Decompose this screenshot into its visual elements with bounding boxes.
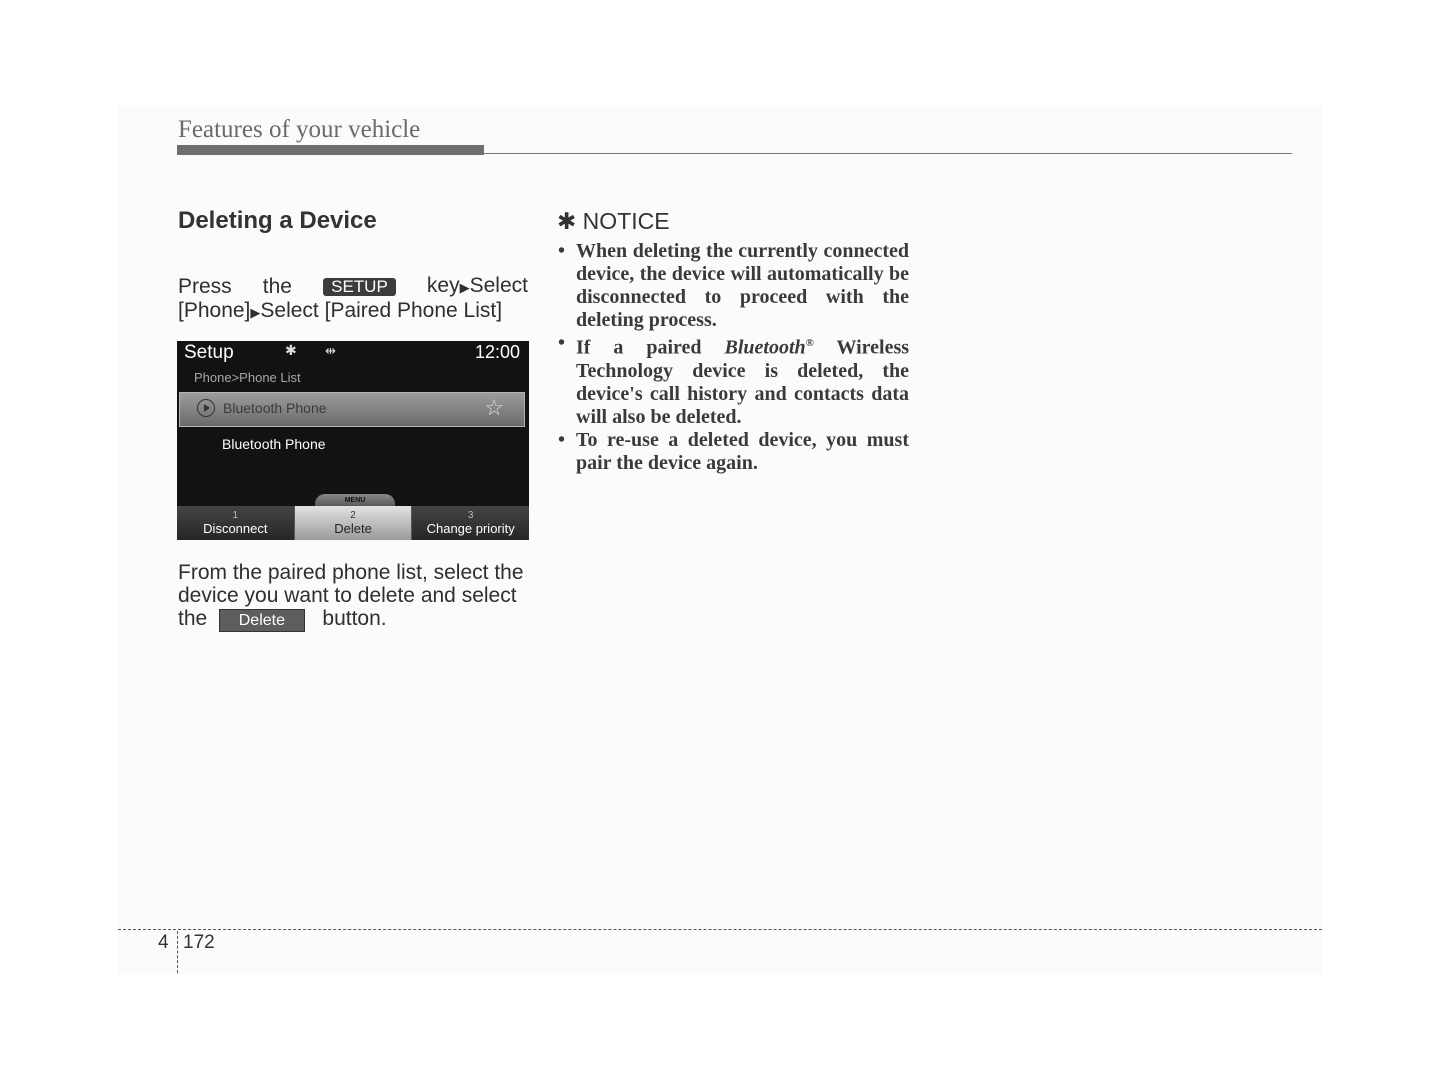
triangle-right-icon: ▶: [459, 280, 470, 295]
button-number: 1: [232, 510, 239, 521]
menu-tab[interactable]: MENU: [315, 494, 395, 506]
section-heading: Deleting a Device: [178, 207, 377, 234]
chapter-number: 4: [158, 932, 169, 953]
notice-heading: ✱ NOTICE: [557, 208, 670, 234]
screen-button-bar: [177, 506, 529, 540]
press-word: Press: [178, 275, 232, 298]
button-label: Disconnect: [203, 521, 268, 536]
button-number: 2: [350, 510, 356, 521]
footer-rule: [118, 929, 1322, 930]
after-line-2: device you want to delete and select: [178, 584, 517, 607]
head-unit-screen: [177, 341, 529, 540]
page-background: [118, 106, 1322, 974]
screen-breadcrumb: Phone>Phone List: [194, 370, 301, 385]
notice-item: • To re-use a deleted device, you must pair the device again.: [557, 429, 909, 475]
delete-button[interactable]: [295, 506, 413, 540]
change-priority-button[interactable]: [412, 506, 529, 540]
star-icon: ☆: [484, 395, 504, 420]
running-header: Features of your vehicle: [178, 116, 421, 143]
bluetooth-italic: Bluetooth: [724, 336, 806, 359]
screen-title: Setup: [184, 342, 234, 363]
footer-divider: [177, 931, 178, 973]
after-line-3: [178, 607, 528, 632]
notice-list: [557, 240, 909, 475]
play-circle-icon: [197, 399, 215, 417]
list-item-selected[interactable]: [179, 392, 525, 427]
notice-item: • When deleting the currently connected device, the device will automatically be disconnected to proceed with the deleting process.: [557, 240, 909, 332]
list-item[interactable]: Bluetooth Phone: [222, 436, 326, 452]
disconnect-button[interactable]: [177, 506, 295, 540]
instruction-text: [178, 274, 528, 324]
notice-item: • If a paired Bluetooth® Wireless Technology device is deleted, the device's call history and contacts data will also be deleted.: [557, 332, 909, 429]
page-number: 172: [183, 932, 215, 953]
paired-list-text: Select [Paired Phone List]: [260, 299, 503, 322]
list-item-label: Bluetooth Phone: [223, 400, 327, 416]
button-word: button.: [322, 607, 387, 630]
after-screen-text: [178, 561, 528, 632]
usb-icon: ⇹: [325, 343, 336, 358]
key-select-text: key▶Select: [426, 274, 528, 297]
header-rule: [484, 153, 1292, 154]
button-label: Delete: [334, 521, 372, 536]
header-bar: [177, 145, 484, 155]
the-word: the: [178, 607, 208, 630]
setup-key-badge: SETUP: [323, 278, 396, 296]
bluetooth-icon: ✱: [285, 342, 297, 358]
the-word: the: [262, 275, 292, 298]
delete-key-badge: Delete: [219, 609, 305, 632]
screen-clock: 12:00: [474, 342, 520, 362]
button-number: 3: [467, 510, 474, 521]
triangle-right-icon: ▶: [250, 305, 261, 320]
button-label: Change priority: [426, 521, 515, 536]
after-line-1: From the paired phone list, select the: [178, 561, 524, 584]
phone-menu-text: [Phone]: [178, 299, 251, 322]
